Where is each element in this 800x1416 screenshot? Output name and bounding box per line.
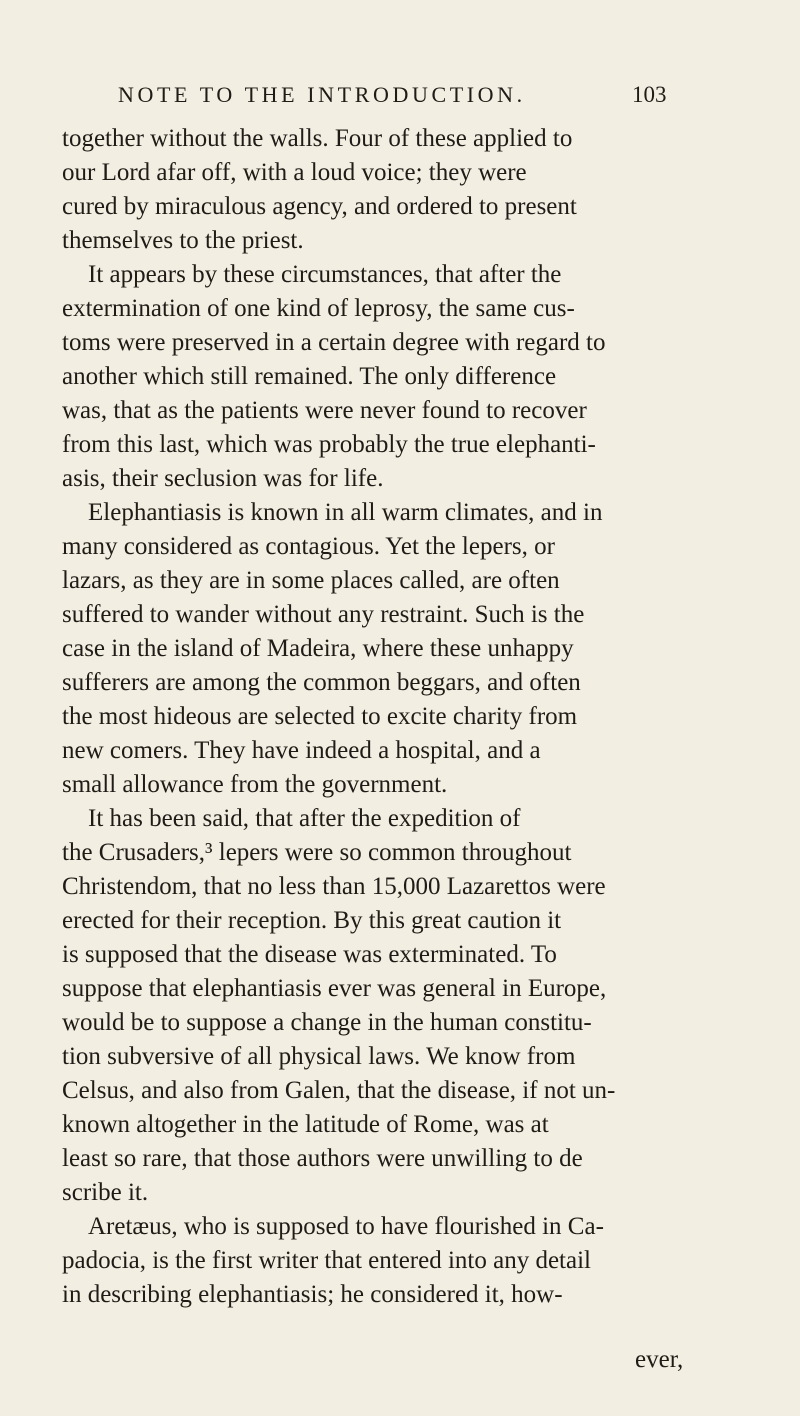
text-line: known altogether in the latitude of Rome, was at <box>62 1111 549 1138</box>
text-line: in describing elephantiasis; he considered it, how- <box>62 1281 563 1308</box>
text-line: Celsus, and also from Galen, that the disease, if not un- <box>62 1077 616 1104</box>
text-line: padocia, is the first writer that entered into any detail <box>62 1247 591 1274</box>
text-line: cured by miraculous agency, and ordered to present <box>62 193 577 220</box>
text-line: It appears by these circumstances, that after the <box>88 261 562 288</box>
text-line: suppose that elephantiasis ever was general in Europe, <box>62 975 607 1002</box>
text-line: scribe it. <box>62 1179 149 1206</box>
text-line: small allowance from the government. <box>62 771 448 798</box>
text-line: erected for their reception. By this great caution it <box>62 907 562 934</box>
text-line: least so rare, that those authors were unwilling to de <box>62 1145 583 1172</box>
text-line: from this last, which was probably the true elephanti- <box>62 431 596 458</box>
text-line: another which still remained. The only difference <box>62 363 557 390</box>
text-line: It has been said, that after the expedition of <box>88 805 521 832</box>
text-line: new comers. They have indeed a hospital, and a <box>62 737 541 764</box>
text-line: is supposed that the disease was exterminated. To <box>62 941 557 968</box>
catchword: ever, <box>635 1346 684 1373</box>
text-line: our Lord afar off, with a loud voice; they were <box>62 159 527 186</box>
text-line: together without the walls. Four of these applied to <box>62 125 573 152</box>
text-line: asis, their seclusion was for life. <box>62 465 384 492</box>
running-head <box>0 78 800 118</box>
text-line: many considered as contagious. Yet the lepers, or <box>62 533 555 560</box>
text-line: the most hideous are selected to excite charity from <box>62 703 578 730</box>
text-line: case in the island of Madeira, where these unhappy <box>62 635 574 662</box>
text-line: toms were preserved in a certain degree with regard to <box>62 329 606 356</box>
text-line: would be to suppose a change in the human constitu- <box>62 1009 592 1036</box>
text-line: the Crusaders,³ lepers were so common throughout <box>62 839 572 866</box>
text-line: sufferers are among the common beggars, and often <box>62 669 581 696</box>
text-line: Elephantiasis is known in all warm climates, and in <box>88 499 603 526</box>
page-number: 103 <box>632 82 667 107</box>
text-line: themselves to the priest. <box>62 227 304 254</box>
text-line: extermination of one kind of leprosy, the same cus- <box>62 295 575 322</box>
text-line: Christendom, that no less than 15,000 Lazarettos were <box>62 873 606 900</box>
text-line: lazars, as they are in some places called, are often <box>62 567 560 594</box>
running-title: NOTE TO THE INTRODUCTION. <box>118 82 526 107</box>
text-line: was, that as the patients were never found to recover <box>62 397 587 424</box>
text-line: Aretæus, who is supposed to have flourished in Ca- <box>88 1213 604 1240</box>
text-line: tion subversive of all physical laws. We know from <box>62 1043 576 1070</box>
text-line: suffered to wander without any restraint. Such is the <box>62 601 585 628</box>
